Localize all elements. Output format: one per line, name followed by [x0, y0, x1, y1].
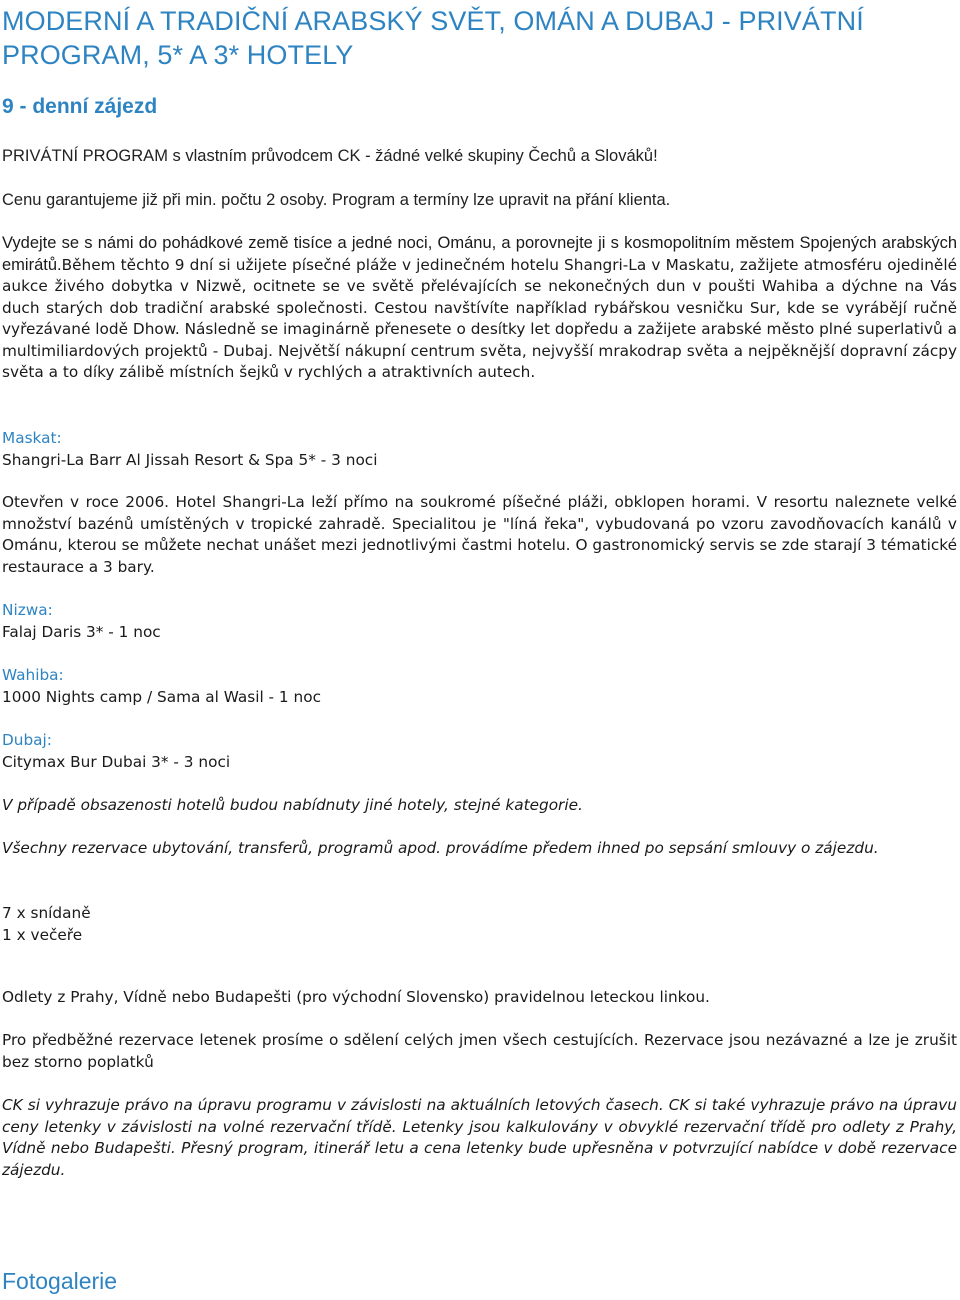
occupancy-note: V případě obsazenosti hotelů budou nabídnuty jiné hotely, stejné kategorie. — [2, 796, 583, 814]
meal-item: 1 x večeře — [2, 926, 83, 944]
price-guarantee-note: Cenu garantujeme již při min. počtu 2 osoby. Program a termíny lze upravit na přání klienta. — [2, 191, 671, 209]
hotel-location-label: Dubaj: — [2, 731, 52, 749]
hotel-location-label: Nizwa: — [2, 601, 53, 619]
hotel-location-label: Wahiba: — [2, 666, 64, 684]
photo-gallery-heading: Fotogalerie — [2, 1268, 118, 1294]
tour-description-body: Během těchto 9 dní si užijete písečné pláže v jedinečném hotelu Shangri-La v Maskatu, zažijete atmosféru ojedinělé aukce živého dobytka v Nizwě, ocitnete se ve světě přelévajících se nekonečných dun v poušti Wahiba a dýchne na Vás duch starých dob tradiční arabské společnosti. Cestou navštívíte například rybářskou vesničku Sur, kde se vyrábějí ručně vyřezávané lodě Dhow. Následně se imaginárně přenesete o desítky let dopředu a zažijete arabské město plné superlativů a multimiliardových projektů - Dubaj. Největší nákupní centrum světa, nejvyšší mrakodrap světa a nejpěknější dopravní zácpy světa a to díky zálibě místních šejků v rychlých a atraktivních autech. — [2, 255, 957, 381]
hotel-name: Citymax Bur Dubai 3* - 3 noci — [2, 753, 231, 771]
hotel-description: Otevřen v roce 2006. Hotel Shangri-La leží přímo na soukromé píšečné pláži, obklopen horami. V resortu naleznete velké množství bazénů umístěných v tropické zahradě. Specialitou je "líná řeka", vybudovaná po vzoru zavodňovacích kanálů v Ománu, kterou se můžete nechat unášet mezi jednotlivými častmi hotelu. O gastronomický servis se zde starají 3 tématické restaurace a 3 bary. — [2, 493, 957, 576]
hotel-location-label: Maskat: — [2, 429, 62, 447]
page-title: MODERNÍ A TRADIČNÍ ARABSKÝ SVĚT, OMÁN A DUBAJ - PRIVÁTNÍ PROGRAM, 5* A 3* HOTELY — [2, 6, 864, 70]
hotel-name: Shangri-La Barr Al Jissah Resort & Spa 5* - 3 noci — [2, 451, 378, 469]
preliminary-reservation-note: Pro předběžné rezervace letenek prosíme o sdělení celých jmen všech cestujících. Rezervace jsou nezávazné a lze je zrušit bez storno poplatků — [2, 1031, 957, 1071]
flights-note: Odlety z Prahy, Vídně nebo Budapešti (pro východní Slovensko) pravidelnou leteckou linkou. — [2, 988, 710, 1006]
tour-description-lead: Vydejte se s námi do pohádkové země tisíce a jedné noci, Ománu, a porovnejte ji s kosmopolitním městem Spojených arabských emirátů. — [2, 234, 957, 274]
private-program-note: PRIVÁTNÍ PROGRAM s vlastním průvodcem CK - žádné velké skupiny Čechů a Slováků! — [2, 147, 658, 165]
tour-description — [2, 233, 957, 384]
hotel-name: Falaj Daris 3* - 1 noc — [2, 623, 161, 641]
hotel-name: 1000 Nights camp / Sama al Wasil - 1 noc — [2, 688, 321, 706]
disclaimer-note: CK si vyhrazuje právo na úpravu programu v závislosti na aktuálních letových časech. CK si také vyhrazuje právo na úpravu ceny letenky v závislosti na volné rezervační třídě. Letenky jsou kalkulovány v obvyklé rezervační třídě pro odlety z Prahy, Vídně nebo Budapešti. Přesný program, itinerář letu a cena letenky bude upřesněna v potvrzující nabídce v době rezervace zájezdu. — [2, 1096, 957, 1179]
meal-item: 7 x snídaně — [2, 904, 91, 922]
tour-duration-heading: 9 - denní zájezd — [2, 95, 158, 118]
reservation-note: Všechny rezervace ubytování, transferů, programů apod. provádíme předem ihned po sepsání smlouvy o zájezdu. — [2, 839, 879, 857]
